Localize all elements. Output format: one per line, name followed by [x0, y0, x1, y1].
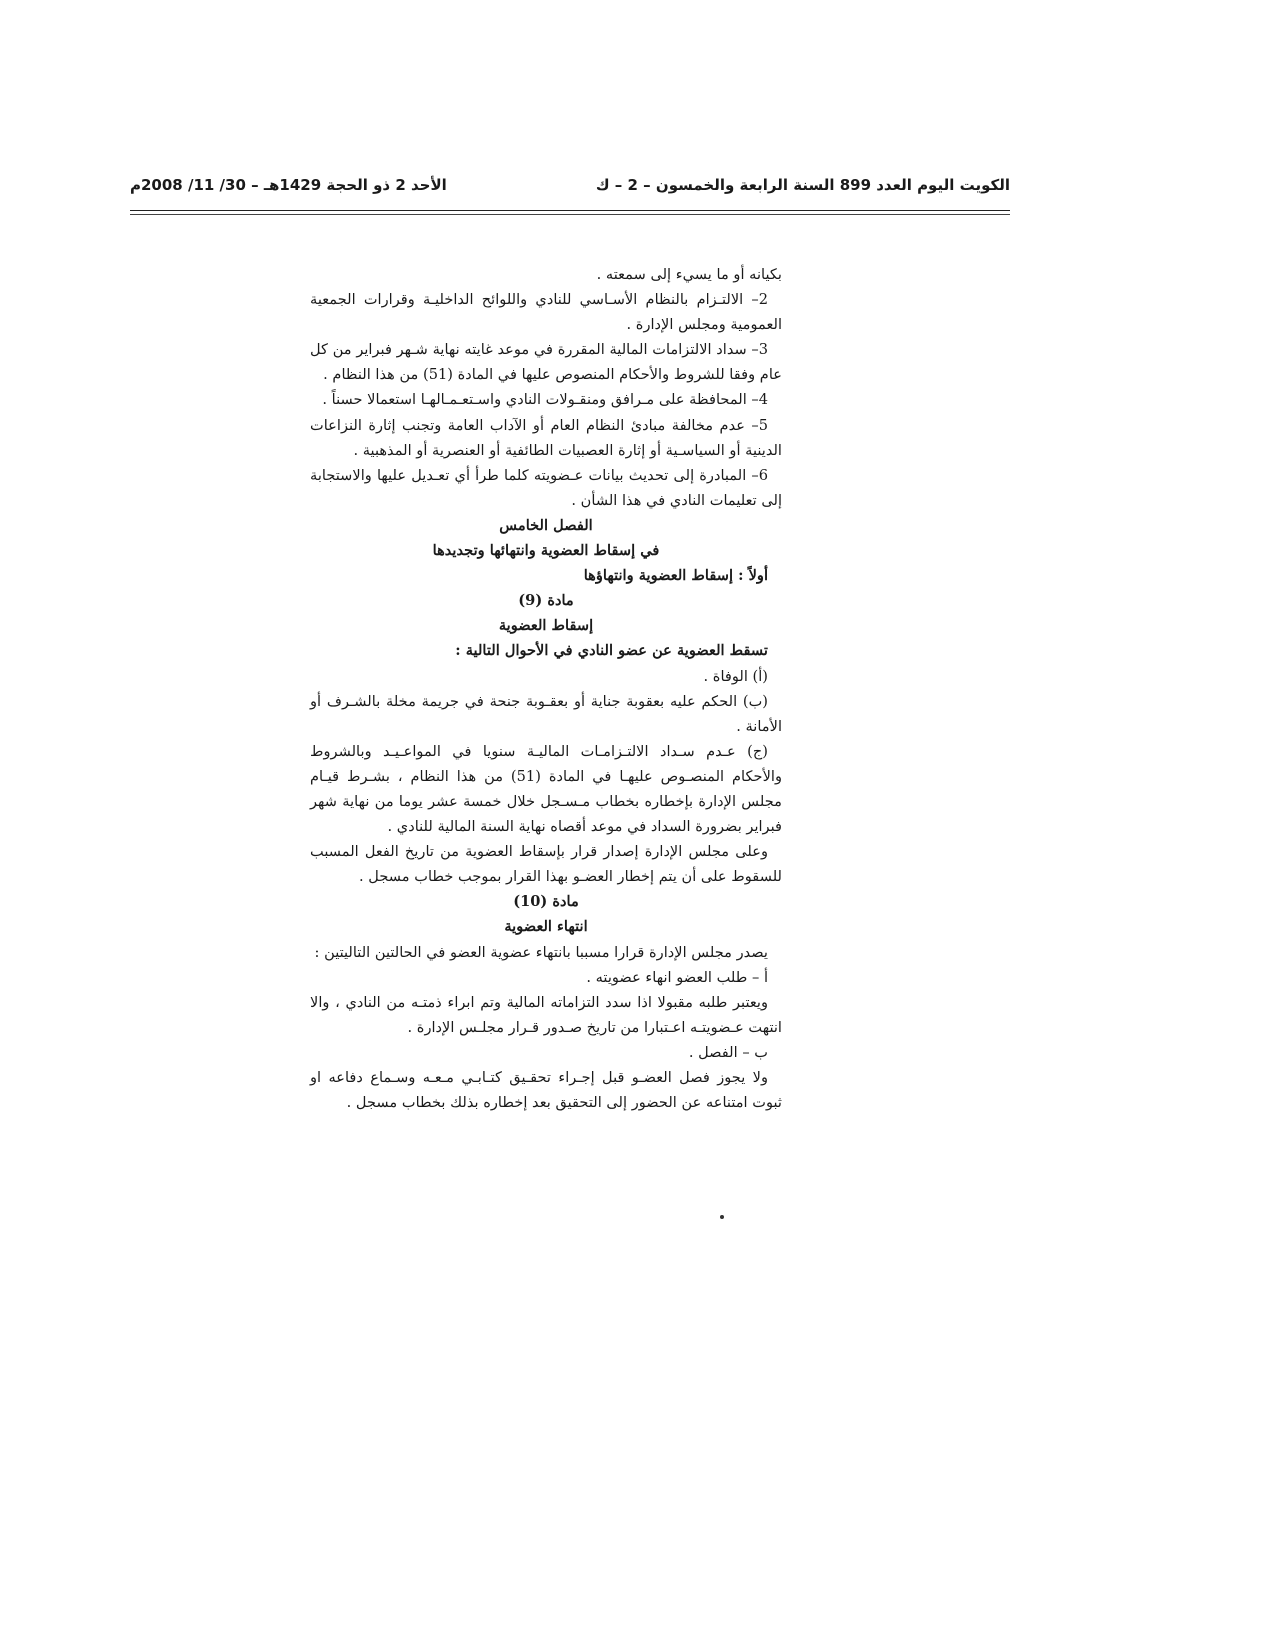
header-publication-info: الكويت اليوم العدد 899 السنة الرابعة والخمسون – 2 – ك: [595, 176, 1010, 194]
body-paragraph: (ب) الحكم عليه بعقوبة جناية أو بعقـوبة جنحة في جريمة مخلة بالشـرف أو الأمانة .: [310, 692, 782, 735]
body-paragraph: بكيانه أو ما يسيء إلى سمعته .: [596, 266, 782, 283]
body-paragraph: ويعتبر طلبه مقبولا اذا سدد التزاماته المالية وتم ابراء ذمتـه من النادي ، والا انتهت عـضويتـه اعـتبارا من تاريخ صـدور قـرار مجلـس الإدارة .: [310, 993, 782, 1036]
body-paragraph: أولاً : إسقاط العضوية وانتهاؤها: [583, 567, 768, 585]
section-heading: انتهاء العضوية: [504, 918, 588, 936]
scan-speck: [720, 1215, 724, 1219]
header-rule-thick: [130, 210, 1010, 211]
body-paragraph: وعلى مجلس الإدارة إصدار قرار بإسقاط العضوية من تاريخ الفعل المسبب للسقوط على أن يتم إخطار العضـو بهذا القرار بموجب خطاب مسجل .: [310, 843, 782, 886]
document-body: [310, 262, 782, 1115]
body-paragraph: أ – طلب العضو انهاء عضويته .: [586, 968, 768, 986]
body-paragraph: يصدر مجلس الإدارة قرارا مسببا بانتهاء عضوية العضو في الحالتين التاليتين :: [314, 943, 768, 961]
body-paragraph: 4– المحافظة على مـرافق ومنقـولات النادي واسـتعـمـالهـا استعمالا حسناً .: [322, 391, 768, 409]
header-date: الأحد 2 ذو الحجة 1429هـ – 30/ 11/ 2008م: [130, 176, 447, 194]
body-paragraph: 5– عدم مخالفة مبادئ النظام العام أو الآداب العامة وتجنب إثارة النزاعات الدينية أو السياسـية أو إثارة العصبيات الطائفية أو العنصرية أو المذهبية .: [310, 416, 782, 459]
section-heading: في إسقاط العضوية وانتهائها وتجديدها: [432, 542, 660, 560]
body-paragraph: ولا يجوز فصل العضـو قبل إجـراء تحقـيق كتـابـي مـعـه وسـماع دفاعه او ثبوت امتناعه عن الحضور إلى التحقيق بعد إخطاره بذلك بخطاب مسجل .: [310, 1069, 782, 1112]
section-heading: الفصل الخامس: [499, 516, 593, 534]
body-paragraph: 6– المبادرة إلى تحديث بيانات عـضويته كلما طرأ أي تعـديل عليها والاستجابة إلى تعليمات النادي في هذا الشأن .: [310, 466, 782, 509]
header-rule-thin: [130, 214, 1010, 215]
section-heading: مادة (10): [513, 893, 579, 911]
page-header: [130, 176, 1010, 204]
body-paragraph: ب – الفصل .: [688, 1043, 768, 1061]
body-paragraph: 3– سداد الالتزامات المالية المقررة في موعد غايته نهاية شـهر فبراير من كل عام وفقا للشروط والأحكام المنصوص عليها في المادة (51) من هذا النظام .: [310, 341, 782, 384]
section-heading: مادة (9): [518, 592, 574, 610]
body-paragraph: تسقط العضوية عن عضو النادي في الأحوال التالية :: [455, 642, 768, 660]
body-paragraph: 2– الالتـزام بالنظام الأسـاسي للنادي واللوائح الداخليـة وقرارات الجمعية العمومية ومجلس الإدارة .: [310, 291, 782, 334]
body-paragraph: (أ) الوفاة .: [703, 667, 768, 685]
section-heading: إسقاط العضوية: [498, 617, 594, 635]
body-paragraph: (ج) عـدم سـداد الالتـزامـات الماليـة سنويا في المواعـيـد وبالشروط والأحكام المنصـوص عليهـا في المادة (51) من هذا النظام ، بشـرط قيـام مجلس الإدارة بإخطاره بخطاب مـسـجل خلال خمسة عشر يوما من نهاية شهر فبراير بضرورة السداد في موعد أقصاه نهاية السنة المالية للنادي .: [310, 742, 782, 836]
